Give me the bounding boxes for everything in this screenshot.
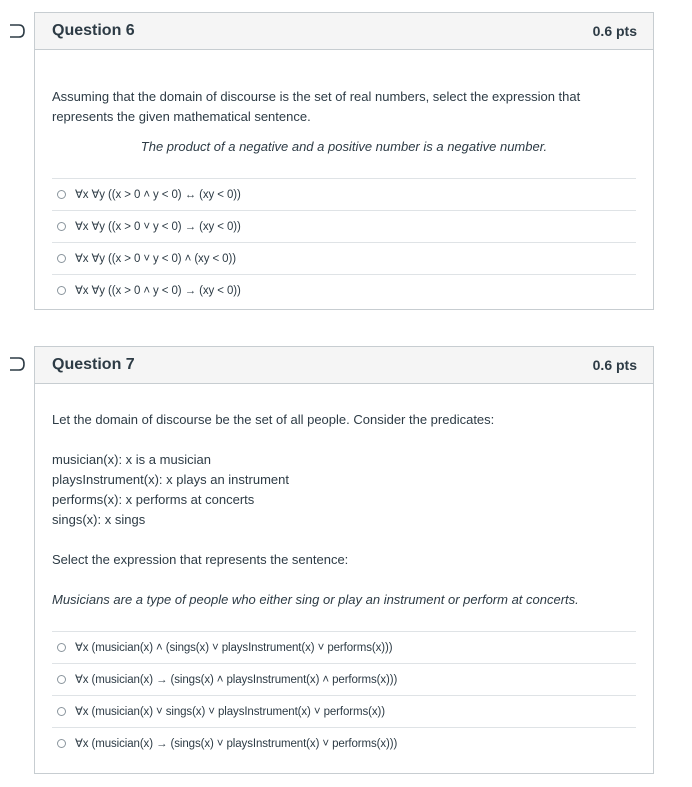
predicate: playsInstrument(x): x plays an instrument [52,472,289,487]
answer-label[interactable]: ∀x (musician(x) ˅ sings(x) ˅ playsInstrument(x) ˅ performs(x)) [75,705,385,718]
flag-question-icon[interactable] [9,357,25,371]
answer-option[interactable] [52,243,636,275]
radio-button[interactable] [57,286,66,295]
answer-label[interactable]: ∀x ∀y ((x > 0 ˄ y < 0) ↔ (xy < 0)) [75,188,241,201]
answer-label[interactable]: ∀x (musician(x) → (sings(x) ˅ playsInstrument(x) ˅ performs(x))) [75,737,398,750]
predicate: sings(x): x sings [52,512,146,527]
radio-button[interactable] [57,707,66,716]
answer-label[interactable]: ∀x (musician(x) → (sings(x) ˄ playsInstrument(x) ˄ performs(x))) [75,673,398,686]
question-sentence: Musicians are a type of people who either sing or play an instrument or perform at concerts. [52,592,579,607]
answer-label[interactable]: ∀x ∀y ((x > 0 ˅ y < 0) → (xy < 0)) [75,220,241,233]
radio-button[interactable] [57,222,66,231]
question-title: Question 6 [52,22,135,39]
answer-list [52,178,636,306]
question-prompt: Assuming that the domain of discourse is the set of real numbers, select the expression that represents the given mathematical sentence. [52,89,581,124]
radio-button[interactable] [57,190,66,199]
question-points: 0.6 pts [592,357,637,373]
radio-button[interactable] [57,254,66,263]
question-title: Question 7 [52,356,135,373]
predicate: performs(x): x performs at concerts [52,492,255,507]
answer-option[interactable] [52,696,636,728]
radio-button[interactable] [57,739,66,748]
answer-option[interactable] [52,728,636,759]
answer-option[interactable] [52,632,636,664]
radio-button[interactable] [57,643,66,652]
predicate-list [52,450,636,530]
predicate: musician(x): x is a musician [52,452,211,467]
answer-label[interactable]: ∀x ∀y ((x > 0 ˄ y < 0) → (xy < 0)) [75,284,241,297]
question-points: 0.6 pts [592,23,637,39]
question-instruction: Select the expression that represents the sentence: [52,552,349,567]
question-6-card [34,12,654,310]
question-7-card [34,346,654,774]
question-sentence: The product of a negative and a positive number is a negative number. [140,139,548,154]
question-intro: Let the domain of discourse be the set of all people. Consider the predicates: [52,412,495,427]
radio-button[interactable] [57,675,66,684]
answer-option[interactable] [52,275,636,306]
answer-option[interactable] [52,211,636,243]
answer-list [52,631,636,759]
answer-option[interactable] [52,664,636,696]
question-header [35,347,653,384]
question-header [35,13,653,50]
answer-option[interactable] [52,179,636,211]
flag-question-icon[interactable] [9,24,25,38]
answer-label[interactable]: ∀x ∀y ((x > 0 ˅ y < 0) ˄ (xy < 0)) [75,252,236,265]
answer-label[interactable]: ∀x (musician(x) ˄ (sings(x) ˅ playsInstrument(x) ˅ performs(x))) [75,641,393,654]
